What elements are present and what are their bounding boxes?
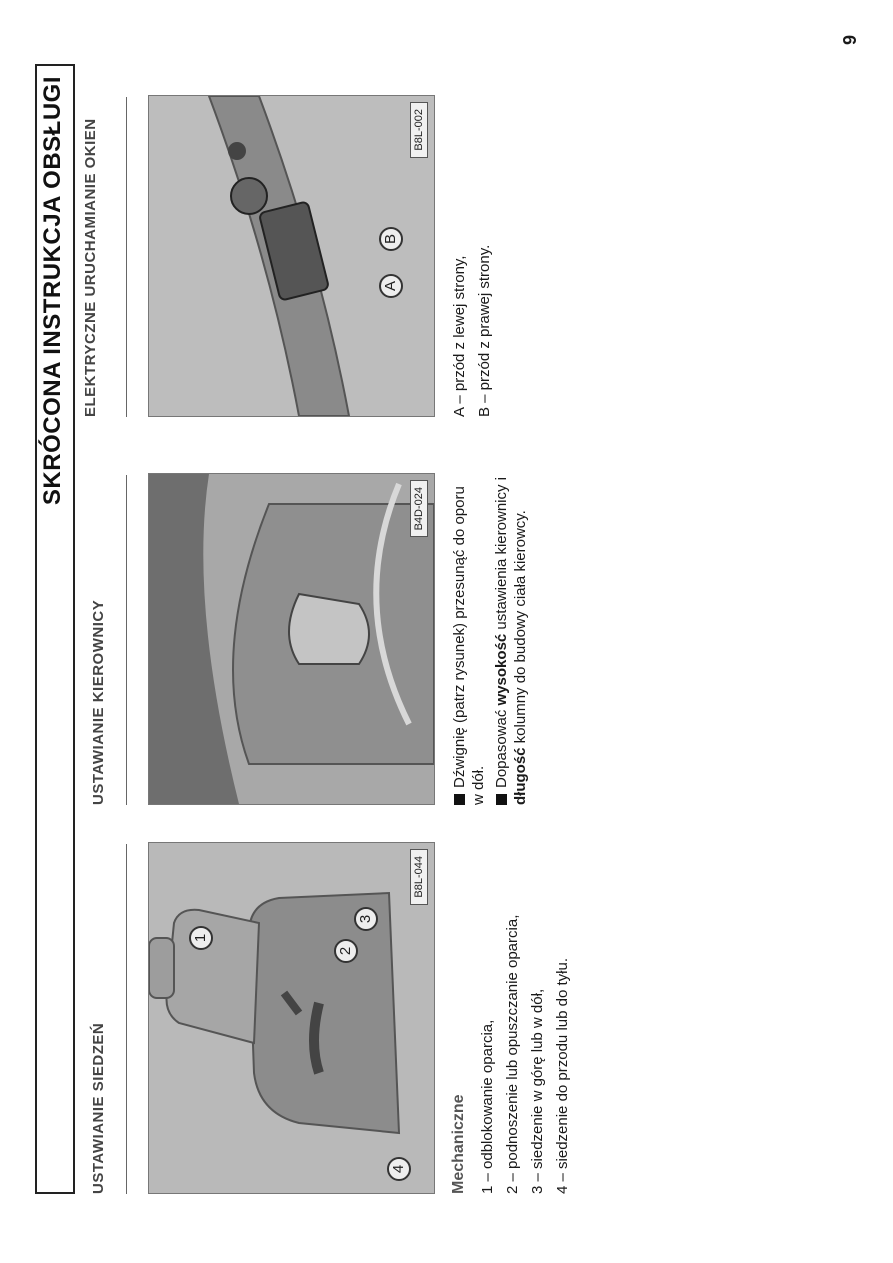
windows-switch-list [450,97,500,417]
seats-section-title: USTAWIANIE SIEDZEŃ [90,1022,107,1194]
seats-controls-list [478,844,578,1194]
seat-callout-2: 2 [334,939,358,963]
steering-title-rule [126,475,127,805]
seat-photo-code: B8L-044 [410,849,428,905]
steering-adjustment-photo [148,473,435,805]
window-callout-b: B [379,227,403,251]
seat-callout-1: 1 [189,926,213,950]
windows-title-rule [126,97,127,417]
steering-section-title: USTAWIANIE KIEROWNICY [90,599,107,805]
window-photo-code: B8L-002 [410,102,428,158]
seat-callout-3: 3 [354,907,378,931]
steering-instructions-list [450,475,534,805]
door-panel-illustration [149,96,434,416]
windows-list-item: A – przód z lewej strony, [451,255,468,417]
emphasis-height: wysokość [493,633,510,706]
seats-subheading: Mechaniczne [450,1094,467,1194]
page-header-title: SKRÓCONA INSTRUKCJA OBSŁUGI [39,76,66,506]
window-callout-a: A [379,274,403,298]
steering-photo-code: B4D-024 [410,480,428,537]
square-bullet-icon [454,794,465,805]
page-number: 9 [840,34,860,45]
steering-instruction-text: ustawienia kierownicy i [493,477,510,634]
steering-instruction-item [492,475,530,805]
steering-illustration [149,474,434,804]
window-switches-photo [148,95,435,417]
windows-section-title: ELEKTRYCZNE URUCHAMIANIE OKIEN [82,118,99,417]
seats-list-item: 3 – siedzenie w górę lub w dół, [529,988,546,1194]
seat-callout-4: 4 [387,1157,411,1181]
seat-illustration [149,843,434,1193]
steering-instruction-item [450,475,488,805]
seats-list-item: 2 – podnoszenie lub opuszczanie oparcia, [504,914,521,1194]
seats-list-item: 1 – odblokowanie oparcia, [479,1019,496,1194]
seats-title-rule [126,844,127,1194]
steering-instruction-text: Dźwignię (patrz rysunek) przesunąć do oporu w dół. [451,486,487,805]
emphasis-length: długość [512,747,529,805]
steering-instruction-text: kolumny do budowy ciała kierowcy. [512,510,529,748]
header-box [35,64,75,1194]
windows-list-item: B – przód z prawej strony. [476,244,493,417]
steering-instruction-text: Dopasować [493,705,510,788]
seats-list-item: 4 – siedzenie do przodu lub do tyłu. [554,958,571,1194]
seat-adjustment-photo [148,842,435,1194]
square-bullet-icon [496,794,507,805]
